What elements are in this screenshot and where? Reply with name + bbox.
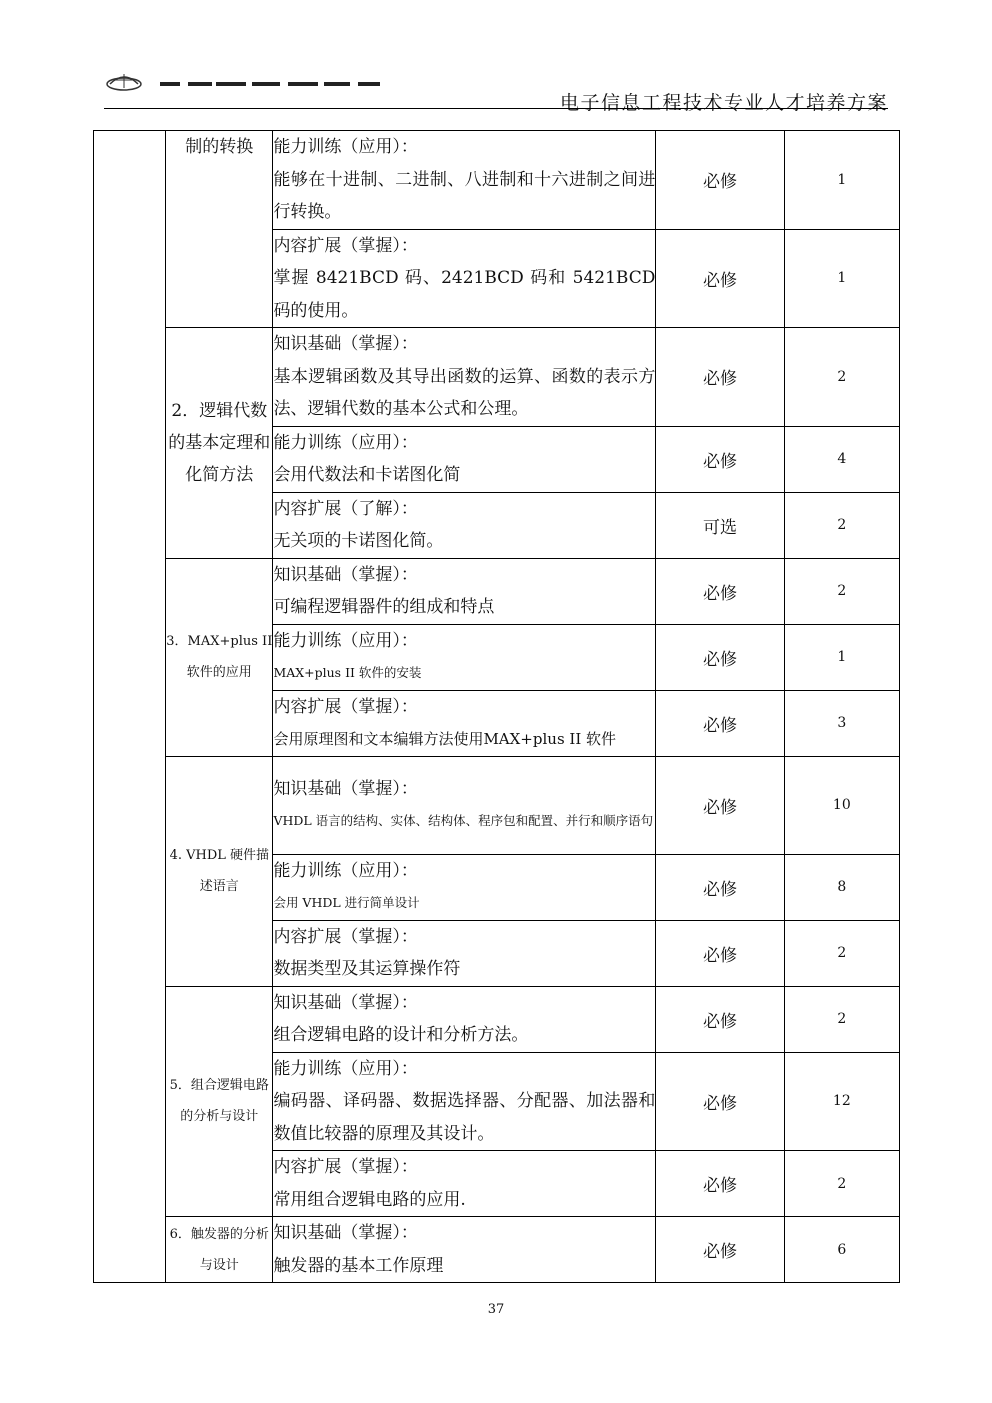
topic-cell: 3．MAX+plus II 软件的应用 (166, 558, 273, 756)
hours-value: 2 (784, 328, 899, 427)
content-cell: 内容扩展（了解）： 无关项的卡诺图化简。 (273, 492, 656, 558)
content-cell: 能力训练（应用）： 会用代数法和卡诺图化简 (273, 426, 656, 492)
course-type: 必修 (656, 624, 784, 690)
content-cell: 能力训练（应用）： 编码器、译码器、数据选择器、分配器、加法器和数值比较器的原理及其设计。 (273, 1052, 656, 1151)
hours-value: 2 (784, 558, 899, 624)
hours-value: 1 (784, 229, 899, 328)
school-logo-icon (104, 72, 148, 92)
course-type: 必修 (656, 426, 784, 492)
document-title: 电子信息工程技术专业人才培养方案 (559, 92, 888, 114)
topic-cell: 5．组合逻辑电路的分析与设计 (166, 986, 273, 1217)
course-type: 可选 (656, 492, 784, 558)
page-number: 37 (487, 1302, 505, 1317)
course-content-table (93, 130, 900, 1283)
hours-value: 4 (784, 426, 899, 492)
topic-cell: 2．逻辑代数的基本定理和化简方法 (166, 328, 273, 559)
content-cell: 知识基础（掌握）： 组合逻辑电路的设计和分析方法。 (273, 986, 656, 1052)
table-row (94, 756, 900, 854)
page-header (104, 70, 888, 114)
content-cell: 内容扩展（掌握）： 掌握 8421BCD 码、2421BCD 码和 5421BCD 码的使用。 (273, 229, 656, 328)
content-cell: 知识基础（掌握）： VHDL 语言的结构、实体、结构体、程序包和配置、并行和顺序语句 (273, 756, 656, 854)
hours-value: 2 (784, 986, 899, 1052)
course-type: 必修 (656, 920, 784, 986)
hours-value: 3 (784, 690, 899, 756)
table-row (94, 328, 900, 427)
module-cell (94, 131, 166, 1283)
topic-cell: 6．触发器的分析与设计 (166, 1217, 273, 1283)
hours-value: 2 (784, 920, 899, 986)
content-cell: 知识基础（掌握）： 触发器的基本工作原理 (273, 1217, 656, 1283)
topic-cell: 制的转换 (166, 131, 273, 328)
course-type: 必修 (656, 229, 784, 328)
content-cell: 能力训练（应用）： MAX+plus II 软件的安装 (273, 624, 656, 690)
hours-value: 12 (784, 1052, 899, 1151)
content-cell: 能力训练（应用）： 会用 VHDL 进行简单设计 (273, 854, 656, 920)
table-row (94, 558, 900, 624)
content-cell: 知识基础（掌握）： 基本逻辑函数及其导出函数的运算、函数的表示方法、逻辑代数的基本公式和公理。 (273, 328, 656, 427)
course-type: 必修 (656, 690, 784, 756)
course-type: 必修 (656, 986, 784, 1052)
hours-value: 2 (784, 1151, 899, 1217)
course-type: 必修 (656, 131, 784, 230)
content-cell: 内容扩展（掌握）： 常用组合逻辑电路的应用. (273, 1151, 656, 1217)
content-cell: 内容扩展（掌握）： 会用原理图和文本编辑方法使用MAX+plus II 软件 (273, 690, 656, 756)
hours-value: 10 (784, 756, 899, 854)
hours-value: 2 (784, 492, 899, 558)
table-row (94, 986, 900, 1052)
content-cell: 内容扩展（掌握）： 数据类型及其运算操作符 (273, 920, 656, 986)
course-type: 必修 (656, 756, 784, 854)
header-divider (104, 108, 888, 109)
table-row (94, 1217, 900, 1283)
content-cell: 能力训练（应用）： 能够在十进制、二进制、八进制和十六进制之间进行转换。 (273, 131, 656, 230)
hours-value: 1 (784, 624, 899, 690)
course-type: 必修 (656, 328, 784, 427)
course-type: 必修 (656, 1052, 784, 1151)
content-cell: 知识基础（掌握）： 可编程逻辑器件的组成和特点 (273, 558, 656, 624)
table-row (94, 131, 900, 230)
course-type: 必修 (656, 1217, 784, 1283)
hours-value: 1 (784, 131, 899, 230)
hours-value: 8 (784, 854, 899, 920)
course-type: 必修 (656, 854, 784, 920)
course-type: 必修 (656, 558, 784, 624)
topic-cell: 4. VHDL 硬件描述语言 (166, 756, 273, 986)
hours-value: 6 (784, 1217, 899, 1283)
course-type: 必修 (656, 1151, 784, 1217)
school-name-logo (154, 76, 424, 86)
